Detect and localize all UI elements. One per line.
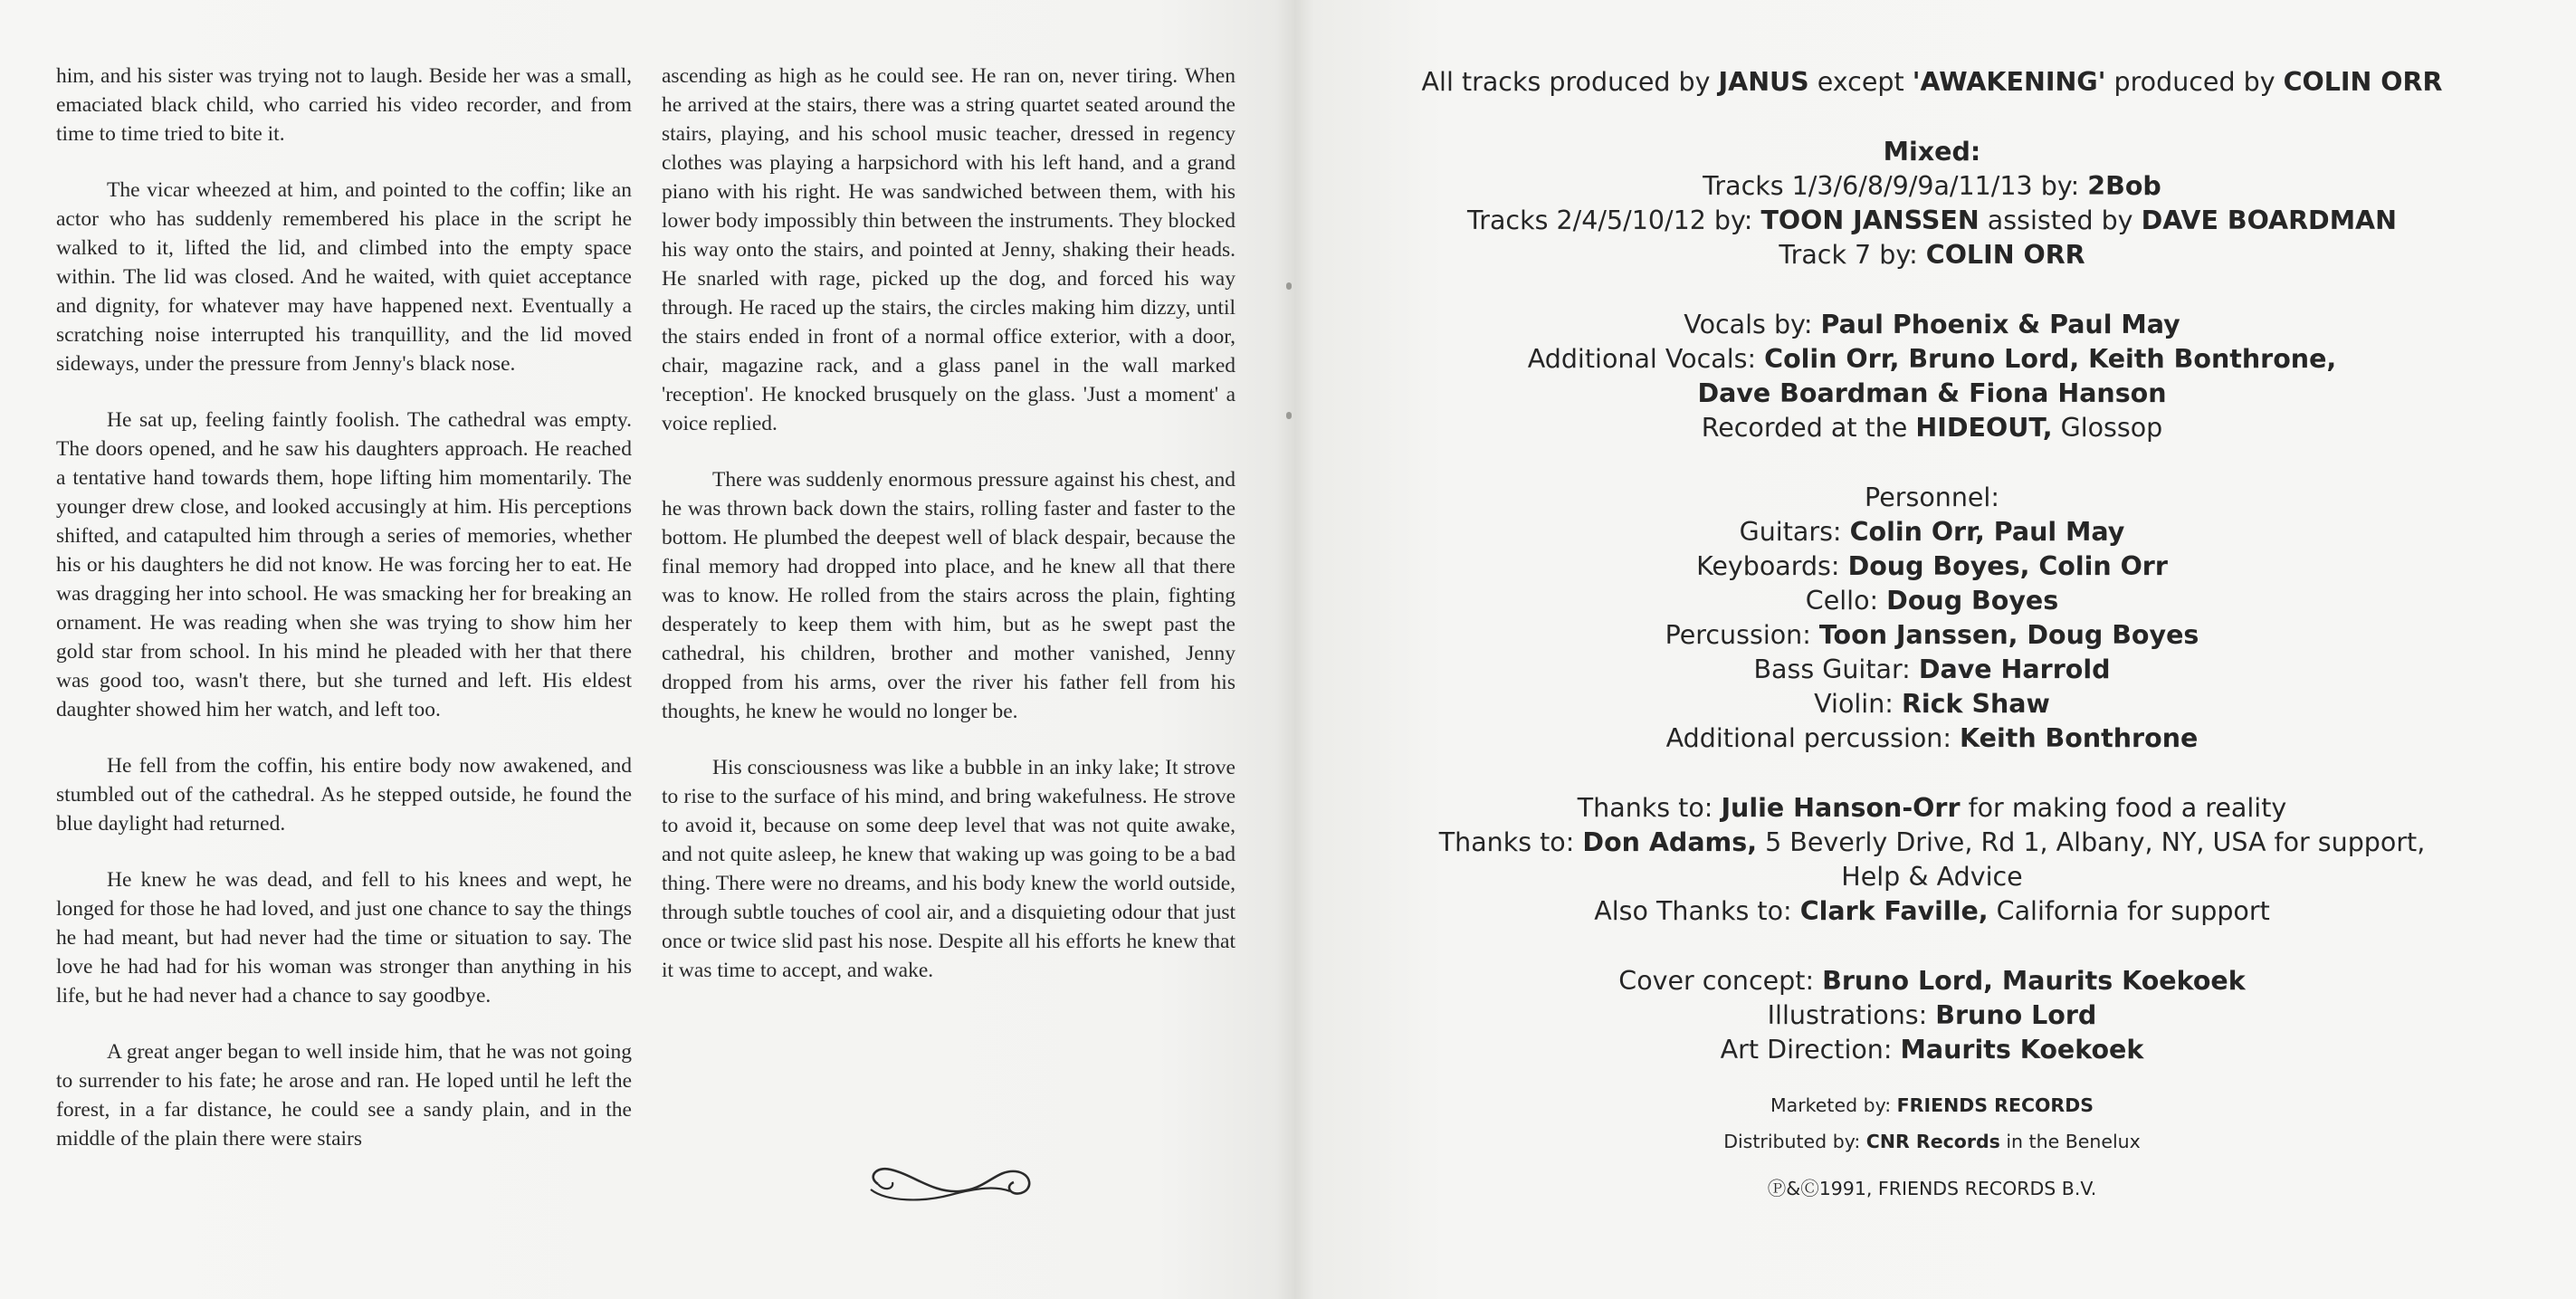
story-column-right <box>662 62 1236 1012</box>
personnel-line: Bass Guitar: Dave Harrold <box>1753 654 2111 684</box>
story-paragraph: He sat up, feeling faintly foolish. The cathedral was empty. The doors opened, and he saw his daughters approach. He reached a tentative hand towards them, hope lifting him momentarily. The younger drew close, and looked accusingly at him. His perceptions shifted, and catapulted him through a series of memories, whether his or his daughters he did not know. He was forcing her to eat. He was dragging her into school. He was smacking her for breaking an ornament. He was reading when she was trying to show him her gold star from school. In his mind he pleaded with her that there was good too, wasn't there, but she turned and left. His eldest daughter showed him her watch, and left too. <box>56 408 632 721</box>
producer-line: All tracks produced by JANUS except 'AWAKENING' produced by COLIN ORR <box>1421 67 2443 97</box>
vocals-line: Vocals by: Paul Phoenix & Paul May <box>1684 310 2180 339</box>
art-direction-line: Art Direction: Maurits Koekoek <box>1720 1035 2144 1065</box>
personnel-line: Violin: Rick Shaw <box>1814 689 2050 719</box>
credits-page <box>1288 0 2576 1299</box>
mixed-line: Track 7 by: COLIN ORR <box>1779 240 2085 270</box>
cover-concept-line: Cover concept: Bruno Lord, Maurits Koekoek <box>1618 966 2246 996</box>
story-paragraph: ascending as high as he could see. He ran on, never tiring. When he arrived at the stairs, there was a string quartet seated around the stairs, playing, and his school music teacher, dressed in regency clothes was playing a harpsichord with his left hand, and a grand piano with his right. He was sandwiched between them, with his lower body impossibly thin between the instruments. They blocked his way onto the stairs, and pointed at Jenny, shaking their heads. He snarled with rage, picked up the dog, and forced his way through. He raced up the stairs, the circles making him dizzy, until the stairs ended in front of a normal office exterior, with a door, chair, magazine rack, and a glass panel in the wall marked 'reception'. He knocked brusquely on the glass. 'Just a moment' a voice replied. <box>662 64 1236 435</box>
additional-vocals-line-2: Dave Boardman & Fiona Hanson <box>1697 378 2167 408</box>
story-paragraph: There was suddenly enormous pressure against his chest, and he was thrown back down the stairs, rolling faster and faster to the bottom. He plumbed the deepest well of black despair, because the final memory had dropped into place, and he knew all that there was to know. He rolled from the stairs across the plain, fighting desperately to keep them with him, but as he swept past the cathedral, his children, brother and mother vanished, Jenny dropped from his arms, over the river his father fell from his thoughts, he knew he would no longer be. <box>662 468 1236 723</box>
story-paragraph: him, and his sister was trying not to laugh. Beside her was a small, emaciated black child, who carried his video recorder, and from time to time tried to bite it. <box>56 64 632 146</box>
personnel-line: Additional percussion: Keith Bonthrone <box>1665 723 2199 753</box>
thanks-line: Also Thanks to: Clark Faville, California for support <box>1594 896 2270 926</box>
mixed-line: Tracks 2/4/5/10/12 by: TOON JANSSEN assisted by DAVE BOARDMAN <box>1467 205 2397 235</box>
marketed-line: Marketed by: FRIENDS RECORDS <box>1770 1094 2094 1116</box>
story-paragraph: A great anger began to well inside him, that he was not going to surrender to his fate; he arose and ran. He loped until he left the forest, in a far distance, he could see a sandy plain, and in the middle of the plain there were stairs <box>56 1040 632 1151</box>
mixed-heading: Mixed: <box>1883 137 1981 167</box>
story-paragraph: His consciousness was like a bubble in an inky lake; It strove to rise to the surface of his mind, and bring wakefulness. He strove to avoid it, because on some deep level that was not quite awake, and not quite asleep, he knew that waking up was going to be a bad thing. There were no dreams, and his body knew the world outside, through subtle touches of cool air, and a disquieting odour that just once or twice slid past his nose. Despite all his efforts he knew that it was time to accept, and wake. <box>662 756 1236 982</box>
story-column-left <box>56 62 632 1180</box>
personnel-line: Percussion: Toon Janssen, Doug Boyes <box>1665 620 2199 650</box>
recorded-line: Recorded at the HIDEOUT, Glossop <box>1701 413 2163 443</box>
illustrations-line: Illustrations: Bruno Lord <box>1767 1000 2097 1030</box>
credits-block <box>1288 65 2576 1207</box>
thanks-line: Thanks to: Don Adams, 5 Beverly Drive, Rd 1, Albany, NY, USA for support, <box>1438 827 2426 857</box>
story-paragraph: The vicar wheezed at him, and pointed to the coffin; like an actor who has suddenly remembered his place in the script he walked to it, lifted the lid, and climbed into the empty space within. The lid was closed. And he waited, with quiet acceptance and dignity, for whatever may have happened next. Eventually a scratching noise interrupted his tranquillity, and the lid moved sideways, under the pressure from Jenny's black nose. <box>56 178 632 376</box>
story-paragraph: He knew he was dead, and fell to his knees and wept, he longed for those he had loved, and just one chance to say the things he had meant, but had never had the time or situation to say. The love he had had for his woman was stronger than anything in his life, but he had never had a chance to say goodbye. <box>56 868 632 1008</box>
personnel-line: Keyboards: Doug Boyes, Colin Orr <box>1696 551 2168 581</box>
mixed-line: Tracks 1/3/6/8/9/9a/11/13 by: 2Bob <box>1703 171 2161 201</box>
thanks-line: Thanks to: Julie Hanson-Orr for making food a reality <box>1577 793 2287 823</box>
copyright-line: Ⓟ&Ⓒ1991, FRIENDS RECORDS B.V. <box>1767 1178 2097 1199</box>
personnel-heading: Personnel: <box>1865 482 1999 512</box>
flourish-ornament-icon <box>851 1150 1041 1213</box>
personnel-line: Cello: Doug Boyes <box>1805 586 2059 616</box>
additional-vocals-line: Additional Vocals: Colin Orr, Bruno Lord, Keith Bonthrone, <box>1527 344 2337 374</box>
personnel-line: Guitars: Colin Orr, Paul May <box>1739 517 2125 547</box>
distributed-line: Distributed by: CNR Records in the Benelux <box>1723 1131 2141 1152</box>
thanks-line-cont: Help & Advice <box>1841 862 2023 892</box>
story-paragraph: He fell from the coffin, his entire body now awakened, and stumbled out of the cathedral. As he stepped outside, he found the blue daylight had returned. <box>56 754 632 836</box>
